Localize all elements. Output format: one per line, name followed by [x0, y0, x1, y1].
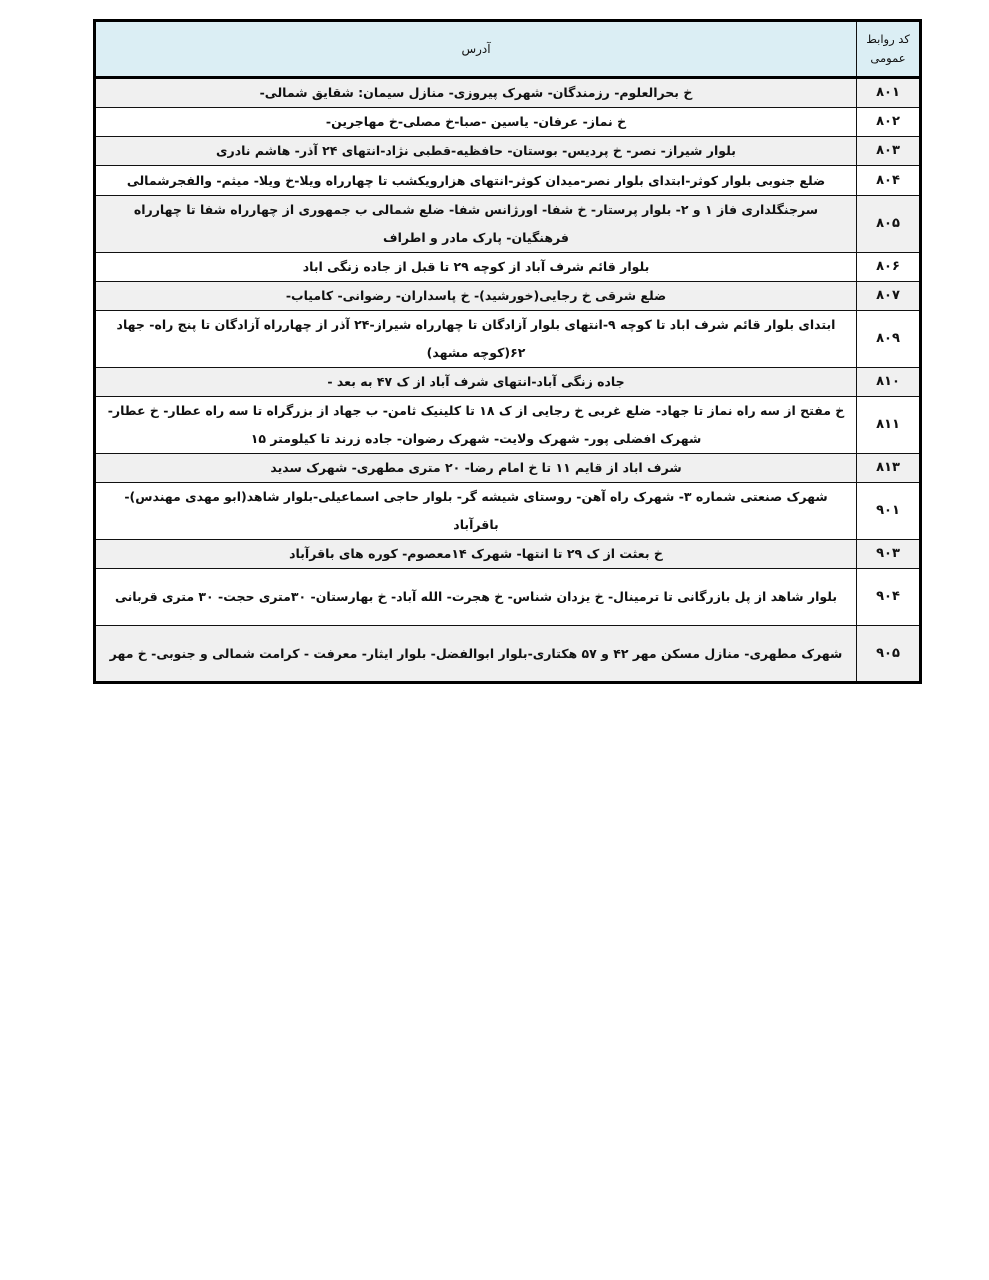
row-address-cell: بلوار شاهد از پل بازرگانی تا ترمینال- خ یزدان شناس- خ هجرت- الله آباد- خ بهارستان- ۳۰متری حجت- ۳۰ متری قربانی [95, 569, 857, 626]
address-table-container [93, 19, 922, 684]
row-address-cell: شهرک صنعتی شماره ۳- شهرک راه آهن- روستای شیشه گر- بلوار حاجی اسماعیلی-بلوار شاهد(ابو مهدی مهندس)- باقرآباد [95, 483, 857, 540]
row-code-cell: ۸۰۱ [857, 78, 921, 108]
row-code-cell: ۹۰۴ [857, 569, 921, 626]
row-code-cell: ۸۱۰ [857, 368, 921, 397]
row-address-cell: سرجنگلداری فاز ۱ و ۲- بلوار پرستار- خ شفا- اورژانس شفا- ضلع شمالی ب جمهوری از چهارراه شفا تا چهارراه فرهنگیان- پارک مادر و اطراف [95, 196, 857, 253]
table-row [95, 311, 921, 368]
table-row [95, 569, 921, 626]
row-address-cell: خ مفتح از سه راه نماز تا جهاد- ضلع غربی خ رجایی از ک ۱۸ تا کلینیک ثامن- ب جهاد از بزرگراه تا سه راه عطار- خ عطار-شهرک افضلی پور- شهرک ولایت- شهرک رضوان- جاده زرند تا کیلومتر ۱۵ [95, 397, 857, 454]
row-code-cell: ۸۰۴ [857, 166, 921, 196]
row-code-cell: ۸۰۳ [857, 137, 921, 166]
table-header-row [95, 21, 921, 78]
row-code-cell: ۹۰۱ [857, 483, 921, 540]
address-table [93, 19, 922, 684]
table-row [95, 108, 921, 137]
table-row [95, 454, 921, 483]
row-code-cell: ۸۰۲ [857, 108, 921, 137]
row-address-cell: ضلع جنوبی بلوار کوثر-ابتدای بلوار نصر-میدان کوثر-انتهای هزارویکشب تا چهارراه ویلا-خ ویلا- میثم- والفجرشمالی [95, 166, 857, 196]
row-address-cell: خ بعثت از ک ۲۹ تا انتها- شهرک ۱۴معصوم- کوره های باقرآباد [95, 540, 857, 569]
row-code-cell: ۸۰۶ [857, 253, 921, 282]
table-row [95, 282, 921, 311]
row-address-cell: بلوار قائم شرف آباد از کوچه ۲۹ تا قبل از جاده زنگی اباد [95, 253, 857, 282]
row-code-cell: ۸۰۵ [857, 196, 921, 253]
table-row [95, 483, 921, 540]
row-address-cell: شهرک مطهری- منازل مسکن مهر ۴۲ و ۵۷ هکتاری-بلوار ابوالفضل- بلوار ایثار- معرفت - کرامت شمالی و جنوبی- خ مهر [95, 626, 857, 683]
row-address-cell: خ نماز- عرفان- یاسین -صبا-خ مصلی-خ مهاجرین- [95, 108, 857, 137]
table-row [95, 626, 921, 683]
table-row [95, 137, 921, 166]
row-address-cell: شرف اباد از قایم ۱۱ تا خ امام رضا- ۲۰ متری مطهری- شهرک سدید [95, 454, 857, 483]
table-row [95, 540, 921, 569]
table-row [95, 253, 921, 282]
row-code-cell: ۸۱۳ [857, 454, 921, 483]
row-address-cell: خ بحرالعلوم- رزمندگان- شهرک پیروزی- منازل سیمان: شقایق شمالی- [95, 78, 857, 108]
table-body [95, 78, 921, 683]
column-header-address: آدرس [95, 21, 857, 78]
row-code-cell: ۹۰۵ [857, 626, 921, 683]
table-row [95, 196, 921, 253]
column-header-code: کد روابط عمومی [857, 21, 921, 78]
table-row [95, 368, 921, 397]
table-row [95, 78, 921, 108]
row-address-cell: بلوار شیراز- نصر- خ پردیس- بوستان- حافظیه-قطبی نژاد-انتهای ۲۴ آذر- هاشم نادری [95, 137, 857, 166]
table-row [95, 397, 921, 454]
row-address-cell: ابتدای بلوار قائم شرف اباد تا کوچه ۹-انتهای بلوار آزادگان تا چهارراه شیراز-۲۴ آذر از چهارراه آزادگان تا پنج راه- جهاد ۶۲(کوچه مشهد) [95, 311, 857, 368]
row-code-cell: ۸۱۱ [857, 397, 921, 454]
table-row [95, 166, 921, 196]
row-code-cell: ۸۰۷ [857, 282, 921, 311]
row-address-cell: جاده زنگی آباد-انتهای شرف آباد از ک ۴۷ به بعد - [95, 368, 857, 397]
row-code-cell: ۸۰۹ [857, 311, 921, 368]
row-code-cell: ۹۰۳ [857, 540, 921, 569]
row-address-cell: ضلع شرقی خ رجایی(خورشید)- خ پاسداران- رضوانی- کامیاب- [95, 282, 857, 311]
